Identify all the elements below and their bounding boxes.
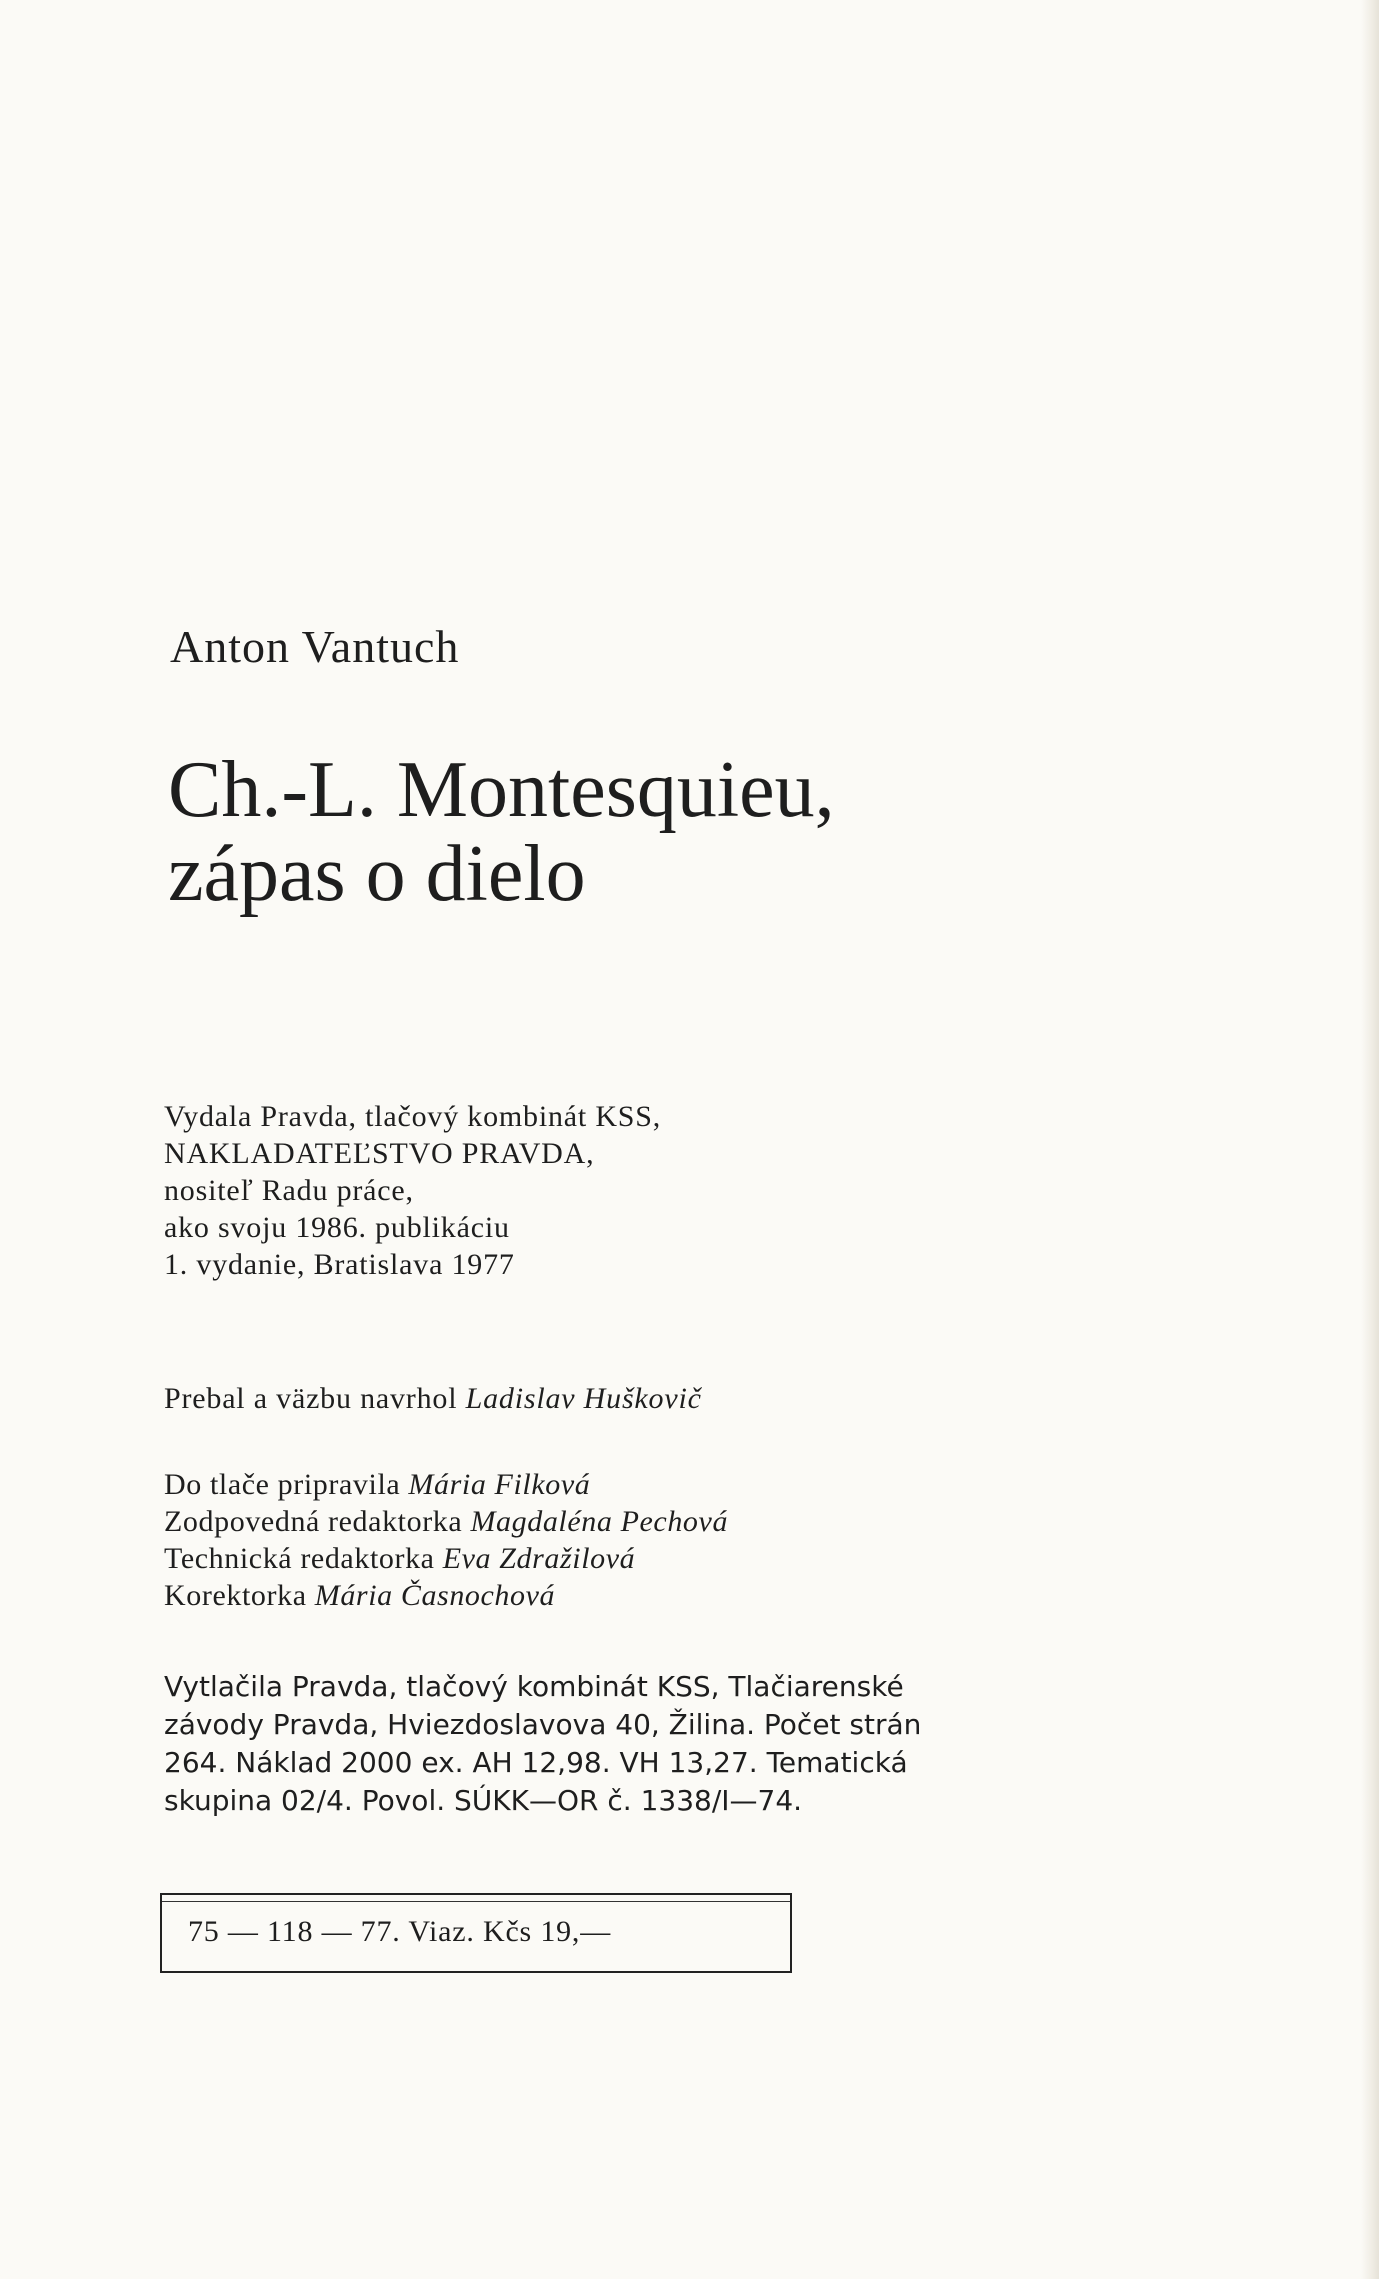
page-edge [1361,0,1379,2279]
credit-person: Ladislav Huškovič [465,1382,702,1415]
publisher-line: ako svoju 1986. publikáciu [164,1211,510,1244]
credit-role: Korektorka [164,1579,307,1612]
publisher-line: Vydala Pravda, tlačový kombinát KSS, [164,1100,662,1133]
credit-row [164,1577,728,1614]
printer-line: skupina 02/4. Povol. SÚKK—OR č. 1338/I—74. [164,1784,803,1817]
printer-line: Vytlačila Pravda, tlačový kombinát KSS, Tlačiarenské [164,1670,904,1703]
publisher-block [164,1098,661,1283]
credit-person: Mária Filková [408,1468,591,1501]
credit-person: Eva Zdražilová [442,1542,636,1575]
book-title [168,748,835,916]
author-name: Anton Vantuch [170,621,460,672]
credit-person: Magdaléna Pechová [470,1505,729,1538]
credit-row [164,1466,728,1503]
credit-person: Mária Časnochová [314,1579,556,1612]
credit-role: Do tlače pripravila [164,1468,401,1501]
credit-role: Zodpovedná redaktorka [164,1505,463,1538]
design-credit [164,1382,702,1416]
publisher-line: NAKLADATEĽSTVO PRAVDA, [164,1137,595,1170]
credit-role: Prebal a väzbu navrhol [164,1382,458,1415]
price-line: 75 — 118 — 77. Viaz. Kčs 19,— [188,1915,612,1948]
title-line: zápas o dielo [168,830,586,918]
title-line: Ch.-L. Montesquieu, [168,746,835,834]
credit-role: Technická redaktorka [164,1542,435,1575]
credit-row [164,1503,728,1540]
price-box [160,1893,792,1973]
publisher-line: 1. vydanie, Bratislava 1977 [164,1248,515,1281]
printer-block [164,1668,921,1820]
publisher-line: nositeľ Radu práce, [164,1174,414,1207]
printer-line: závody Pravda, Hviezdoslavova 40, Žilina. Počet strán [164,1708,922,1741]
printer-line: 264. Náklad 2000 ex. AH 12,98. VH 13,27. Tematická [164,1746,908,1779]
credit-row [164,1540,728,1577]
editorial-credits [164,1466,728,1614]
